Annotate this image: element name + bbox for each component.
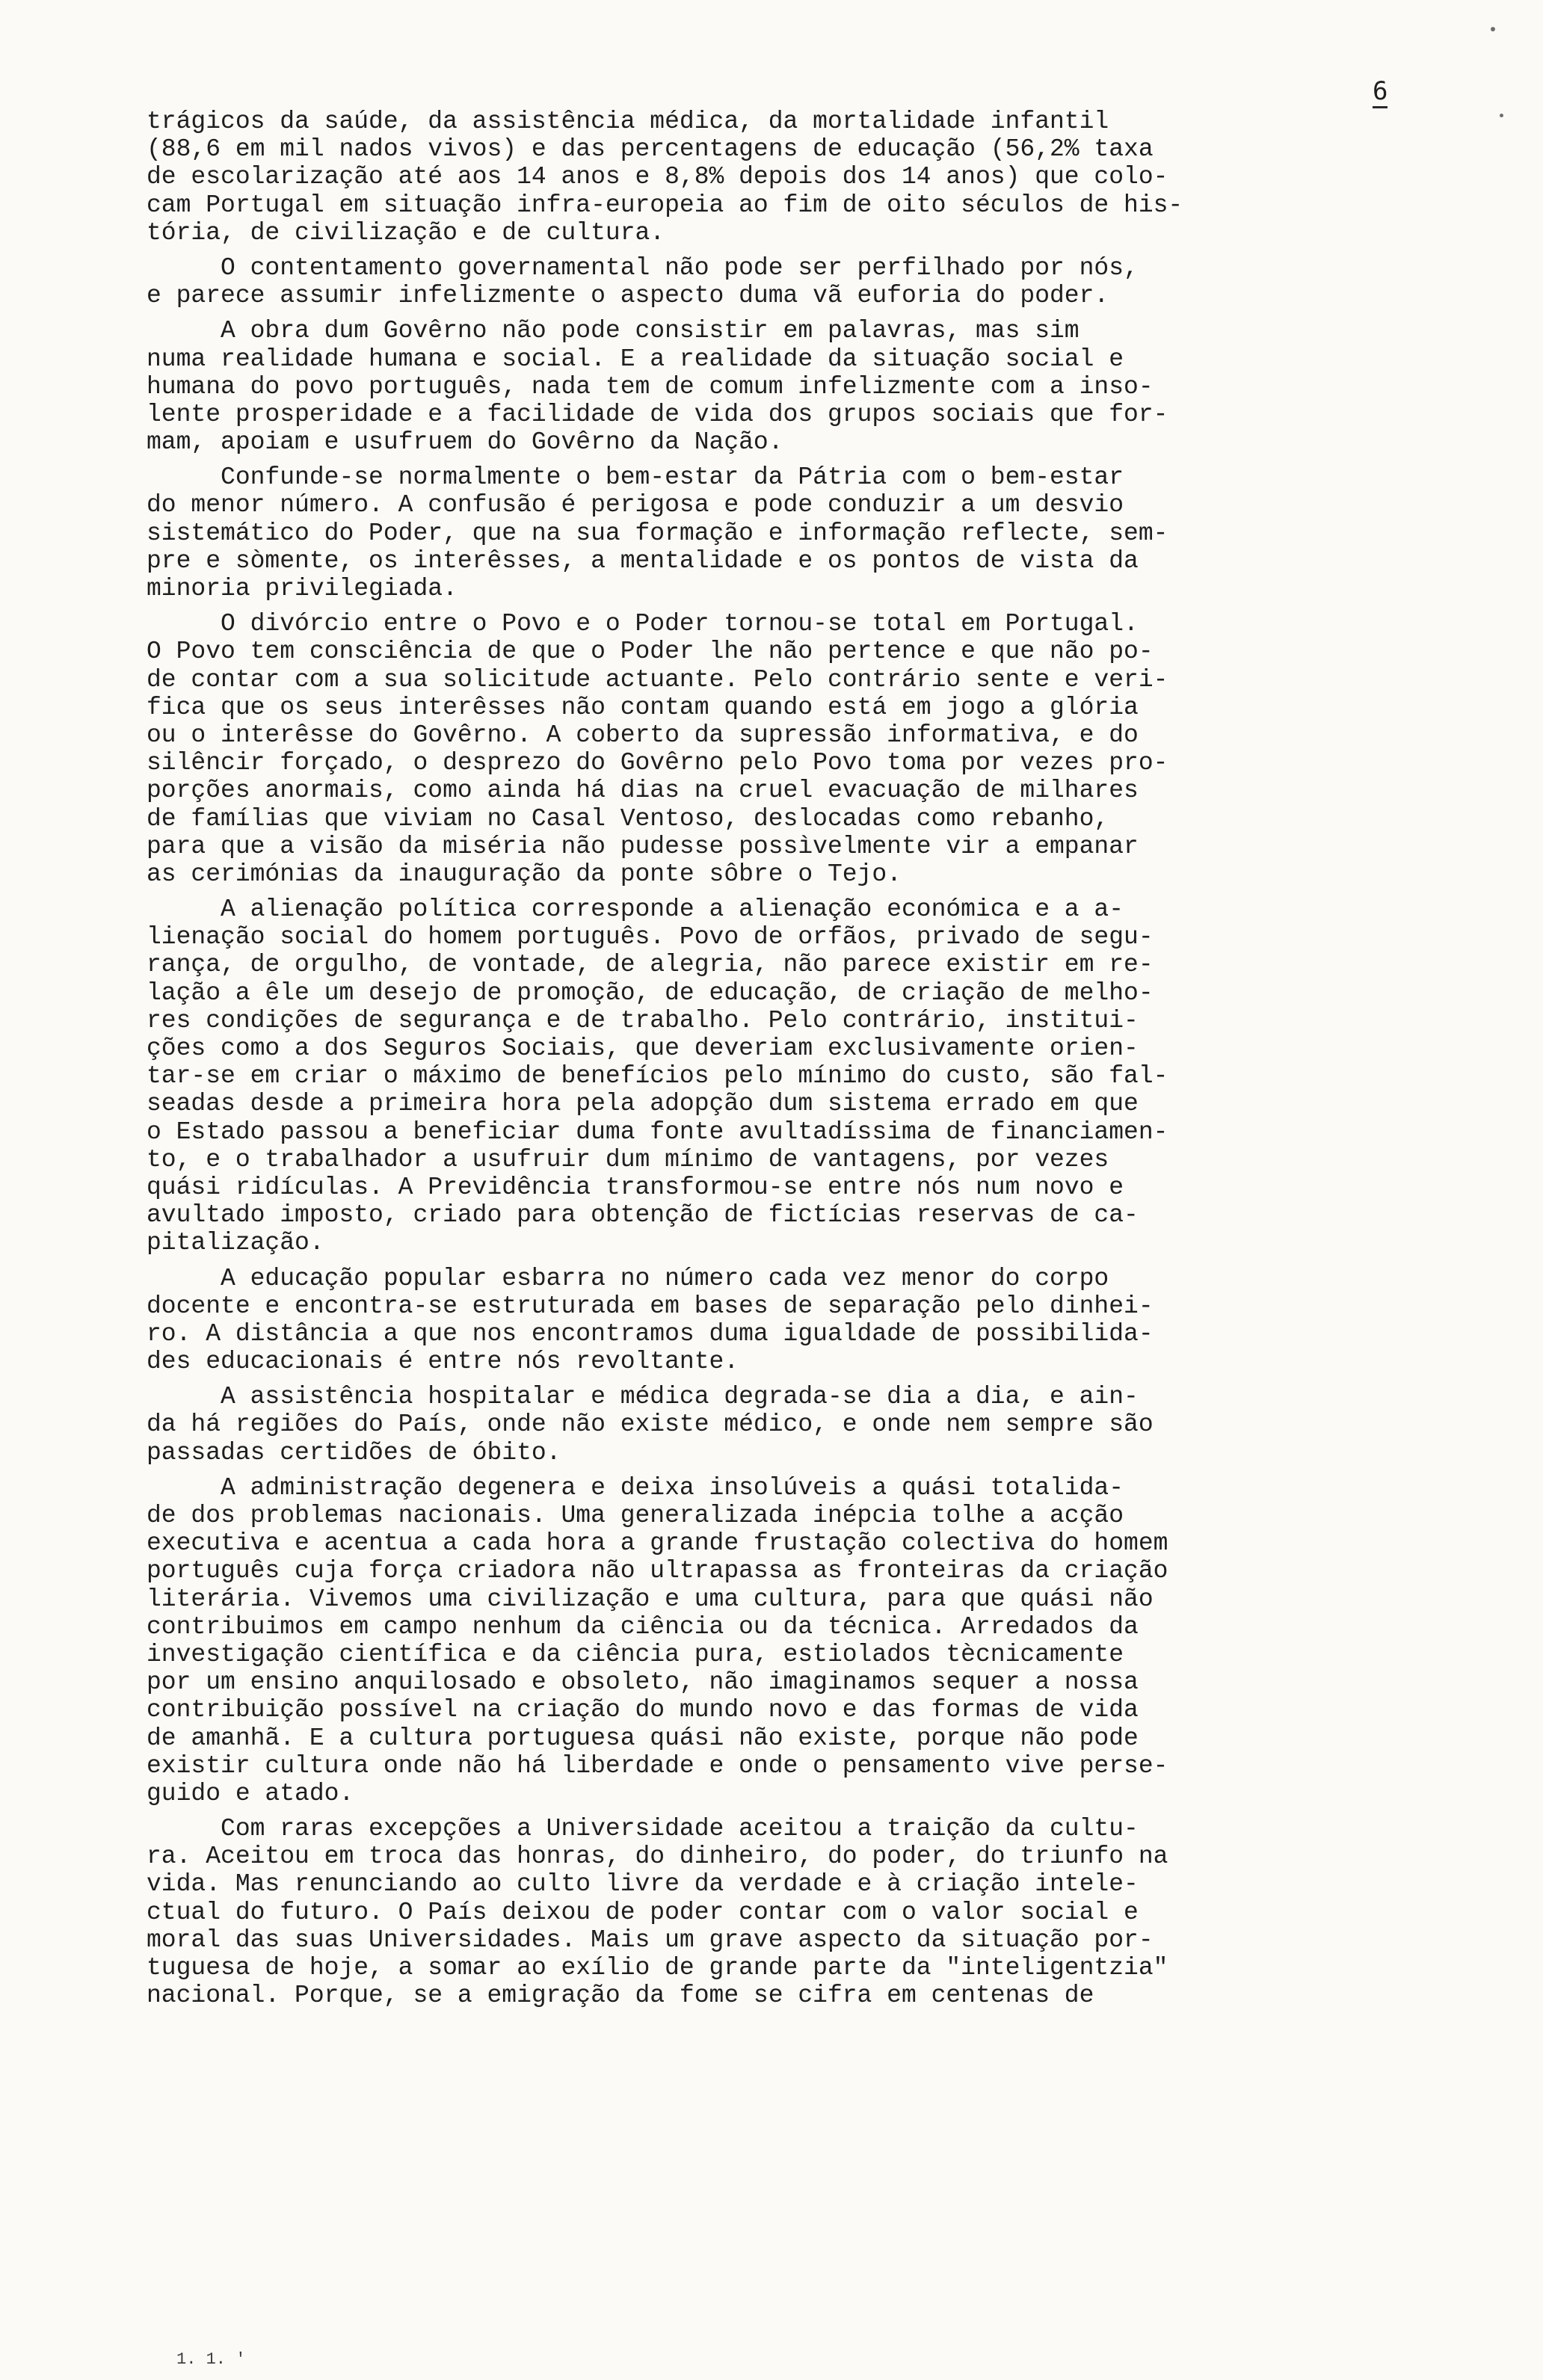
text-line: porções anormais, como ainda há dias na cruel evacuação de milhares	[147, 777, 1139, 805]
text-line: fica que os seus interêsses não contam quando está em jogo a glória	[147, 693, 1139, 721]
text-line: (88,6 em mil nados vivos) e das percentagens de educação (56,2% taxa	[147, 135, 1154, 164]
text-line: português cuja força criadora não ultrapassa as fronteiras da criação	[147, 1557, 1168, 1585]
text-line: de dos problemas nacionais. Uma generalizada inépcia tolhe a acção	[147, 1502, 1124, 1529]
text-line: A administração degenera e deixa insolúveis a quási totalida-	[147, 1473, 1124, 1502]
paragraph	[147, 895, 1417, 1257]
text-line: executiva e acentua a cada hora a grande frustação colectiva do homem	[147, 1529, 1168, 1558]
text-line: ra. Aceitou em troca das honras, do dinheiro, do poder, do triunfo na	[147, 1843, 1168, 1871]
paragraph	[147, 463, 1417, 602]
text-line: e parece assumir infelizmente o aspecto duma vã euforia do poder.	[147, 282, 1109, 310]
text-line: de contar com a sua solicitude actuante. Pelo contrário sente e veri-	[147, 665, 1168, 694]
text-line: lente prosperidade e a facilidade de vida dos grupos sociais que for-	[147, 400, 1168, 428]
text-line: mam, apoiam e usufruem do Govêrno da Nação.	[147, 428, 783, 457]
text-line: por um ensino anquilosado e obsoleto, não imaginamos sequer a nossa	[147, 1668, 1139, 1697]
text-line: res condições de segurança e de trabalho. Pelo contrário, institui-	[147, 1006, 1139, 1035]
text-line: rança, de orgulho, de vontade, de alegria, não parece existir em re-	[147, 951, 1154, 979]
paragraph	[147, 317, 1417, 456]
text-line: A educação popular esbarra no número cada vez menor do corpo	[147, 1264, 1109, 1292]
paragraph	[147, 254, 1417, 309]
text-line: passadas certidões de óbito.	[147, 1438, 561, 1467]
text-line: de amanhã. E a cultura portuguesa quási não existe, porque não pode	[147, 1724, 1139, 1752]
text-line: tar-se em criar o máximo de benefícios pelo mínimo do custo, são fal-	[147, 1062, 1168, 1091]
text-line: ctual do futuro. O País deixou de poder contar com o valor social e	[147, 1898, 1139, 1926]
text-line: Confunde-se normalmente o bem-estar da Pátria com o bem-estar	[147, 463, 1124, 492]
text-line: guido e atado.	[147, 1779, 354, 1807]
text-line: vida. Mas renunciando ao culto livre da verdade e à criação intele-	[147, 1870, 1139, 1899]
text-line: pre e sòmente, os interêsses, a mentalidade e os pontos de vista da	[147, 546, 1139, 575]
text-line: humana do povo português, nada tem de comum infelizmente com a inso-	[147, 372, 1154, 401]
ink-speck	[1500, 114, 1503, 117]
text-line: docente e encontra-se estruturada em bases de separação pelo dinhei-	[147, 1292, 1154, 1320]
text-line: sistemático do Poder, que na sua formação e informação reflecte, sem-	[147, 519, 1168, 547]
paragraph	[147, 1474, 1417, 1807]
footer-marks: 1. 1. '	[176, 2350, 246, 2369]
text-line: de famílias que viviam no Casal Ventoso, deslocadas como rebanho,	[147, 804, 1109, 833]
text-line: A obra dum Govêrno não pode consistir em palavras, mas sim	[147, 317, 1080, 345]
text-line: as cerimónias da inauguração da ponte sôbre o Tejo.	[147, 860, 902, 888]
text-line: lienação social do homem português. Povo de orfãos, privado de segu-	[147, 923, 1154, 952]
text-line: investigação científica e da ciência pura, estiolados tècnicamente	[147, 1640, 1124, 1668]
text-line: contribuimos em campo nenhum da ciência ou da técnica. Arredados da	[147, 1612, 1139, 1641]
paragraph	[147, 108, 1417, 247]
text-line: o Estado passou a beneficiar duma fonte avultadíssima de financiamen-	[147, 1117, 1168, 1146]
text-line: nacional. Porque, se a emigração da fome se cifra em centenas de	[147, 1982, 1094, 2010]
text-line: lação a êle um desejo de promoção, de educação, de criação de melho-	[147, 978, 1154, 1007]
text-line: para que a visão da miséria não pudesse possìvelmente vir a empanar	[147, 832, 1139, 860]
text-line: O divórcio entre o Povo e o Poder tornou-se total em Portugal.	[147, 610, 1139, 638]
text-line: tuguesa de hoje, a somar ao exílio de grande parte da "inteligentzia"	[147, 1954, 1168, 1982]
paragraph	[147, 1383, 1417, 1467]
text-line: literária. Vivemos uma civilização e uma cultura, para que quási não	[147, 1585, 1154, 1613]
text-line: to, e o trabalhador a usufruir dum mínimo de vantagens, por vezes	[147, 1145, 1109, 1174]
text-line: tória, de civilização e de cultura.	[147, 218, 665, 247]
text-line: A assistência hospitalar e médica degrada-se dia a dia, e ain-	[147, 1383, 1139, 1411]
text-line: des educacionais é entre nós revoltante.	[147, 1348, 739, 1376]
text-line: do menor número. A confusão é perigosa e pode conduzir a um desvio	[147, 491, 1124, 520]
text-line: da há regiões do País, onde não existe médico, e onde nem sempre são	[147, 1411, 1154, 1439]
ink-speck	[1491, 27, 1495, 31]
text-line: avultado imposto, criado para obtenção de fictícias reservas de ca-	[147, 1201, 1139, 1230]
text-line: cam Portugal em situação infra-europeia ao fim de oito séculos de his-	[147, 191, 1183, 219]
text-line: moral das suas Universidades. Mais um grave aspecto da situação por-	[147, 1926, 1154, 1954]
text-line: pitalização.	[147, 1229, 324, 1257]
text-line: trágicos da saúde, da assistência médica, da mortalidade infantil	[147, 108, 1109, 135]
paragraph	[147, 610, 1417, 888]
text-line: silêncir forçado, o desprezo do Govêrno pelo Povo toma por vezes pro-	[147, 749, 1168, 777]
text-line: minoria privilegiada.	[147, 575, 458, 602]
text-line: de escolarização até aos 14 anos e 8,8% depois dos 14 anos) que colo-	[147, 163, 1168, 191]
text-line: ou o interêsse do Govêrno. A coberto da supressão informativa, e do	[147, 721, 1139, 749]
page-number: 6	[1373, 76, 1388, 108]
text-line: seadas desde a primeira hora pela adopção dum sistema errado em que	[147, 1090, 1139, 1118]
typed-text-body	[147, 108, 1417, 2009]
text-line: Com raras excepções a Universidade aceitou a traição da cultu-	[147, 1815, 1139, 1843]
text-line: numa realidade humana e social. E a realidade da situação social e	[147, 345, 1124, 373]
text-line: quási ridículas. A Previdência transformou-se entre nós num novo e	[147, 1173, 1124, 1201]
paragraph	[147, 1265, 1417, 1376]
text-line: ro. A distância a que nos encontramos duma igualdade de possibilida-	[147, 1319, 1154, 1348]
text-line: A alienação política corresponde a alienação económica e a a-	[147, 895, 1124, 924]
text-line: O contentamento governamental não pode ser perfilhado por nós,	[147, 253, 1139, 282]
text-line: ções como a dos Seguros Sociais, que deveriam exclusivamente orien-	[147, 1035, 1139, 1062]
text-line: existir cultura onde não há liberdade e onde o pensamento vive perse-	[147, 1751, 1168, 1780]
text-line: contribuição possível na criação do mundo novo e das formas de vida	[147, 1696, 1139, 1724]
text-line: O Povo tem consciência de que o Poder lhe não pertence e que não po-	[147, 638, 1154, 666]
paragraph	[147, 1815, 1417, 2009]
